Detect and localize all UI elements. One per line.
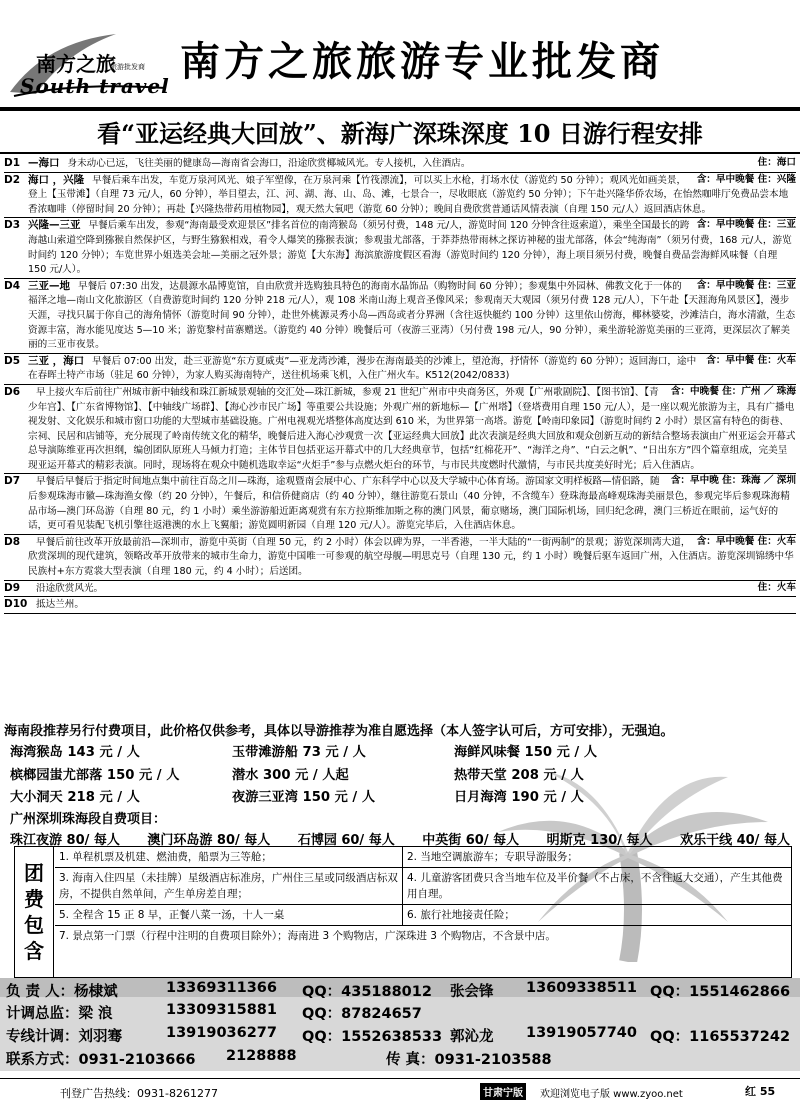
option-item: 热带天堂 208 元 / 人 bbox=[454, 767, 584, 783]
day-route: 兴隆—三亚 bbox=[28, 219, 81, 232]
fee-grid bbox=[55, 847, 791, 946]
fee-item: 2. 当地空调旅游车；专职导游服务； bbox=[407, 851, 578, 863]
day-body bbox=[28, 385, 796, 474]
divider bbox=[0, 107, 800, 111]
fee-row bbox=[55, 868, 791, 905]
fee-row bbox=[55, 926, 791, 946]
day-description: 早餐后乘车出发，参观“海南最受欢迎景区”排名首位的南湾猴岛（须另付费，148 元/人，游览时间 120 分钟含往返索道），乘坐全国最长的跨海越山索道空降到猕猴自然保护区，与野生猕猴相戏，看令人爆笑的猕猴表演；参观蚩尤部落，于莽莽热带雨林之探访神秘的蚩尤部落，体会“纯海南”（须另付费，168 元/人，游览时间约 120 分钟）；车览世界小姐选美会址—美丽之冠外景；游览【大东海】海滨旅游度假区看海（游览时间约 120 分钟），海上项目须另付费，晚餐自费品尝海鲜风味餐（自理 150 元/人）。 bbox=[28, 220, 792, 276]
option-item: 澳门环岛游 80/ 每人 bbox=[147, 832, 271, 848]
day-row bbox=[4, 581, 796, 598]
contact-phone: 13919057740 bbox=[526, 1025, 637, 1041]
day-body bbox=[28, 156, 796, 172]
day-stay: 含：早中晚餐 住：三亚 bbox=[696, 279, 796, 291]
option-item: 槟榔园蚩尤部落 150 元 / 人 bbox=[10, 767, 180, 783]
option-row bbox=[10, 787, 790, 810]
contact-label: 负 责 人：杨棣斌 bbox=[6, 984, 118, 1000]
option-item: 潜水 300 元 / 人起 bbox=[232, 767, 349, 783]
contact-fax: 传 真：0931-2103588 bbox=[386, 1052, 552, 1068]
day-label: D3 bbox=[4, 219, 21, 232]
page-title: 南方之旅旅游专业批发商 bbox=[180, 39, 664, 85]
option-row bbox=[10, 742, 790, 765]
day-row bbox=[4, 354, 796, 385]
day-description: 沿途欣赏风光。 bbox=[36, 582, 104, 594]
logo-english: South travel bbox=[20, 74, 170, 98]
day-description: 早餐后 07:00 出发，赴三亚游览“东方夏威夷”—亚龙湾沙滩，漫步在海南最美的沙滩上，望沧海，抒情怀（游览约 60 分钟）；返回海口，途中在春晖土特产市场（驻足 60 分钟），为家人购买海南特产，送往机场乘飞机，入住广州火车。K512(2042/0833) bbox=[28, 355, 697, 382]
day-stay: 住：海口 bbox=[757, 157, 796, 168]
day-row bbox=[4, 218, 796, 278]
day-body bbox=[28, 597, 796, 613]
option-item: 明斯克 130/ 每人 bbox=[546, 832, 653, 848]
day-label: D4 bbox=[4, 279, 21, 292]
website-note: 欢迎浏览电子版 www.zyoo.net bbox=[540, 1089, 683, 1100]
day-row bbox=[4, 385, 796, 475]
day-label: D2 bbox=[4, 173, 21, 186]
option-item: 夜游三亚湾 150 元 / 人 bbox=[232, 790, 376, 805]
contact-qq: QQ：1165537242 bbox=[650, 1029, 791, 1045]
option-item: 玉带滩游船 73 元 / 人 bbox=[232, 745, 366, 760]
day-stay: 含：早中晚餐 住：火车 bbox=[696, 535, 796, 547]
tour-subtitle: 看“亚运经典大回放”、新海广深珠深度 10 日游行程安排 bbox=[97, 119, 703, 148]
footer bbox=[0, 1078, 800, 1107]
contact-label: 计调总监：梁 浪 bbox=[6, 1006, 113, 1022]
fee-heading bbox=[15, 847, 54, 977]
divider bbox=[0, 152, 800, 154]
day-stay: 住：火车 bbox=[757, 581, 796, 593]
fee-row bbox=[55, 847, 791, 868]
guangzhou-options-title: 广州深圳珠海段自费项目： bbox=[10, 811, 167, 827]
day-route: 三亚 ，海口 bbox=[28, 354, 85, 367]
contact-phone: 13919036277 bbox=[166, 1025, 277, 1041]
contact-qq: QQ：87824657 bbox=[302, 1006, 422, 1022]
itinerary bbox=[4, 156, 796, 614]
day-body bbox=[28, 581, 796, 597]
edition-badge: 甘肃宁版 bbox=[480, 1083, 526, 1100]
logo bbox=[6, 22, 174, 100]
contact-qq: QQ：1551462866 bbox=[650, 984, 791, 1000]
option-item: 珠江夜游 80/ 每人 bbox=[10, 832, 120, 848]
day-description: 身未动心已远，飞往美丽的健康岛—海南省会海口，沿途欣赏椰城风光。专人接机，入住酒店。 bbox=[67, 158, 471, 169]
day-label: D1 bbox=[4, 157, 21, 169]
header bbox=[0, 0, 800, 112]
day-description: 早餐后前往改革开放最前沿—深圳市，游览中英街（自理 50 元，约 2 小时）体会以碑为界，一半香港，一半大陆的“一街两制”的景观；游览深圳湾大道，欣赏深圳的现代建筑，领略改革开放带来的城市生命力，游览中国唯一可参观的航空母舰—明思克号（自理 130 元，约 1 小时）晚餐后驱车返回广州，入住酒店。游览深圳锦绣中华民族村+东方霓裳大型表演（自理 180 元，约 4 小时）；后送团。 bbox=[28, 536, 794, 578]
day-label: D5 bbox=[4, 354, 21, 367]
day-stay: 含：早中晚餐 住：兴隆 bbox=[696, 173, 796, 185]
day-label: D8 bbox=[4, 535, 21, 548]
fee-item: 6. 旅行社地接责任险； bbox=[407, 909, 515, 921]
fee-item: 7. 景点第一门票（行程中注明的自费项目除外）；海南进 3 个购物店，广深珠进 3 个购物店，不含景中店。 bbox=[59, 930, 556, 942]
day-stay: 含：早中晚 住：珠海 ／ 深圳 bbox=[670, 475, 796, 487]
day-description: 早餐后乘车出发，车览万泉河风光、娘子军塑像，在万泉河乘【竹筏漂流】，可以买上水枪，打场水仗（游览约 50 分钟）；观风光如画美景，登上【玉带滩】（自理 73 元/人，60 分钟），举目望去，江、河、湖、海、山、岛、滩，七景合一，尽收眼底（游览约 50 分钟）；下午赴兴隆华侨农场，在怡然咖啡厅免费品尝本地香浓咖啡（停留时间 20 分钟）；再赴【兴隆热带药用植物园】，观天然大氧吧（游览 60 分钟）；晚间自费欣赏普通话风情表演（自理 150 元/人）返回酒店休息。 bbox=[28, 174, 789, 215]
contact-phone: 13369311366 bbox=[166, 980, 277, 996]
day-route: 三亚—地 bbox=[28, 279, 70, 292]
day-description: 早上接火车后前往广州城市新中轴线和珠江新城景观轴的交汇处—珠江新城，参观 21 世纪广州市中央商务区，外观【广州歌剧院】、【图书馆】、【青少年宫】、【广东省博物馆】、【中轴线广场群】、【海心沙市民广场】等重要公共设施；外观广州的新地标—【广州塔】（登塔费用自理 150 元/人），是一座以观光旅游为主，具有广播电视发射、文化娱乐和城市窗口功能的大型城市基础设施。广州电视观光塔整体高度达到 610 米，为世界第一高塔。游览【岭南印象园】（游览时间约 2 小时）景区富有特色的街巷、宗祠、民居和店铺等，充分展现了岭南传统文化的精华，晚餐后进入海心沙观赏一次【亚运经典大回放】此次表演是经典大回放和观众创新互动的新结合整场表演由广州亚运会开幕式总导演陈维亚再次担纲，编创团队原班人马倾力打造；主体节目包括亚运开幕式中的几大经典章节，包括“红棉花开”、“海洋之舟”、“白云之帆”、“日出东方”四个篇章组成，完美呈现亚运开幕式的精彩表演。同时，现场将在观众中随机选取幸运“火炬手”参与点燃火炬台的环节，与市民共度燃时代激情，与市民共度美好时光；后入住酒店。 bbox=[28, 386, 796, 471]
day-row bbox=[4, 535, 796, 581]
day-body bbox=[28, 279, 796, 353]
day-stay: 含：早中餐 住：火车 bbox=[706, 354, 796, 366]
day-row bbox=[4, 156, 796, 173]
option-row bbox=[10, 765, 790, 788]
day-label: D6 bbox=[4, 385, 21, 398]
day-body bbox=[28, 474, 796, 533]
day-body bbox=[28, 535, 796, 580]
optional-items bbox=[10, 742, 790, 852]
day-route: 海口 ，兴隆 bbox=[28, 173, 85, 186]
contact-name: 张会锋 bbox=[450, 984, 494, 1000]
fee-item: 3. 海南入住四星（未挂牌）星级酒店标准房，广州住三星或同级酒店标双房，不提供自然单间，产生单房差自理； bbox=[55, 868, 403, 904]
option-item: 日月海湾 190 元 / 人 bbox=[454, 790, 584, 805]
day-label: D7 bbox=[4, 475, 21, 488]
fee-heading-char: 团 bbox=[24, 861, 44, 885]
day-label: D9 bbox=[4, 581, 21, 594]
ad-hotline: 刊登广告热线：0931-8261277 bbox=[60, 1087, 218, 1100]
logo-name: 南方之旅 bbox=[36, 52, 116, 76]
day-body bbox=[28, 218, 796, 277]
day-row bbox=[4, 279, 796, 354]
page-number: 红 55 bbox=[745, 1085, 776, 1098]
day-route: —海口 bbox=[28, 157, 60, 169]
contact-label: 专线计调：刘羽骞 bbox=[6, 1029, 122, 1045]
day-description: 抵达兰州。 bbox=[36, 599, 84, 611]
fee-heading-char: 含 bbox=[24, 939, 44, 963]
optional-note: 海南段推荐另行付费项目，此价格仅供参考，具体以导游推荐为准自愿选择（本人签字认可后，方可安排），无强迫。 bbox=[4, 724, 674, 739]
fee-item: 5. 全程含 15 正 8 早，正餐八菜一汤，十人一桌 bbox=[55, 905, 403, 925]
contact-qq: QQ：1552638533 bbox=[302, 1029, 443, 1045]
option-item: 海鲜风味餐 150 元 / 人 bbox=[454, 745, 598, 760]
day-row bbox=[4, 597, 796, 614]
contact-phone: 13309315881 bbox=[166, 1002, 277, 1018]
fee-includes bbox=[14, 846, 792, 978]
day-label: D10 bbox=[4, 598, 28, 611]
option-item: 欢乐干线 40/ 每人 bbox=[680, 832, 790, 848]
option-item: 石博园 60/ 每人 bbox=[297, 832, 395, 848]
fee-row bbox=[55, 905, 791, 926]
contact-qq: QQ：435188012 bbox=[302, 984, 432, 1000]
fee-item: 1. 单程机票及机建、燃油费，船票为三等舱； bbox=[55, 847, 403, 867]
logo-subtitle: 旅游批发商 bbox=[110, 63, 145, 71]
day-stay: 含：中晚餐 住：广州 ／ 珠海 bbox=[670, 385, 796, 397]
contact-phone: 2128888 bbox=[226, 1048, 297, 1064]
option-item: 海湾猴岛 143 元 / 人 bbox=[10, 745, 140, 760]
fee-heading-char: 费 bbox=[24, 887, 44, 911]
option-item: 中英街 60/ 每人 bbox=[422, 832, 520, 848]
day-stay: 含：早中晚餐 住：三亚 bbox=[696, 219, 796, 231]
contact-phone: 13609338511 bbox=[526, 980, 637, 996]
fee-item: 4. 儿童游客团费只含当地车位及半价餐（不占床，不含往返大交通），产生其他费用自理。 bbox=[407, 872, 783, 900]
day-row bbox=[4, 474, 796, 534]
day-description: 早餐后早餐后于指定时间地点集中前往百岛之川—珠海，途观暨南会展中心、广东科学中心以及大学城中心体育场。游国家文明样板路—情侣路，随后参观珠海市徽—珠海渔女像（约 20 分钟），午餐后，和信侨健商店（约 40 分钟），继往游览石景山（40 分钟，不含缆车）登珠海最高峰观珠海美丽景色，参观完毕后参观珠海精品市场—澳门环岛游（自理 80 元，约 1 小时）乘坐游游船近距离观赏有东方拉斯维加斯之称的澳门风景，葡京赌场，澳门国际机场，回归纪念碑，澳门三桥近在眼前，运气好的话，更可看见装配飞机引擎往返港澳的水上飞翼船；游览圆明新园（自理 120 元/人）。游览完毕后，入住酒店休息。 bbox=[28, 476, 790, 532]
day-row bbox=[4, 173, 796, 219]
fee-heading-char: 包 bbox=[24, 913, 44, 937]
contact-name: 郭沁龙 bbox=[450, 1029, 494, 1045]
day-body bbox=[28, 354, 796, 384]
contact-label: 联系方式：0931-2103666 bbox=[6, 1052, 196, 1068]
option-item: 大小洞天 218 元 / 人 bbox=[10, 790, 140, 805]
day-body bbox=[28, 173, 796, 218]
day-description: 早餐后 07:30 出发，达晨源水晶博览馆，自由欣赏并选购独具特色的海南水晶饰品（购物时间 60 分钟）；参观集中外园林、佛教文化于一体的福泽之地—南山文化旅游区（自费游览时间约 120 分钟 218 元/人），观 108 米南山海上观音圣像风采；参观南天大观园（须另付费 128 元/人），下午赴【天涯海角风景区】，漫步天涯，寻找只属于你自己的海角情怀（游览时间 90 分钟），赴世外桃源灵秀小岛—西岛或者分界洲（含往返快艇约 100 分钟）这里依山傍海，椰林婆娑，沙滩洁白，海水清澈，生态资源丰富，海水能见度达 5—10 米；游览黎村苗寨赠送。（游览约 40 分钟）晚餐后可（夜游三亚湾）（另付费 198 元/人，90 分钟），乘坐游轮游览美丽的三亚湾，更深层次了解美丽的三亚市夜景。 bbox=[28, 280, 796, 351]
